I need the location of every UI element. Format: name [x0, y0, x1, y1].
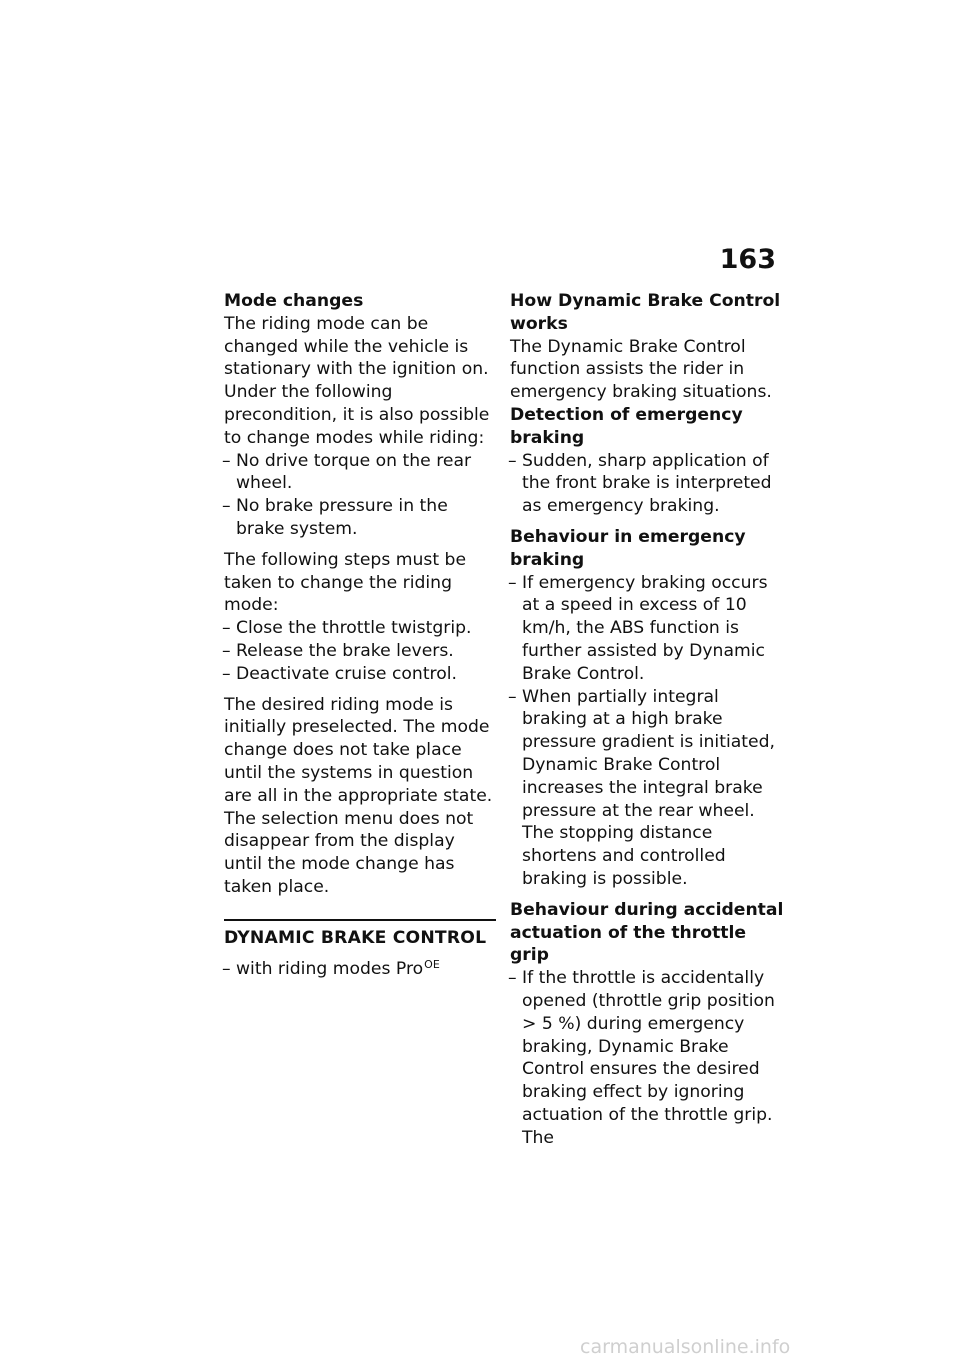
behaviour-heading: Behaviour in emergency braking: [510, 526, 746, 570]
page-number: 163: [719, 244, 776, 275]
list-item: – Close the throttle twistgrip.: [224, 617, 496, 640]
detection-heading: Detection of emergency braking: [510, 404, 743, 448]
how-heading: How Dynamic Brake Control works: [510, 291, 781, 334]
list-item: – No brake pressure in the brake system.: [224, 495, 496, 541]
riding-modes-item: [224, 958, 496, 981]
list-item: – Release the brake levers.: [224, 640, 496, 663]
preselect-paragraph: The desired riding mode is initially preselected. The mode change does not take place until the systems in question are all in the appropriate state.: [224, 694, 493, 806]
accidental-heading: Behaviour during accidental actuation of the throttle grip: [510, 899, 784, 966]
mode-changes-heading: Mode changes: [224, 291, 364, 311]
section-title: DYNAMIC BRAKE CONTROL: [224, 927, 487, 948]
steps-intro: The following steps must be taken to change the riding mode:: [224, 549, 467, 616]
selection-menu-paragraph: The selection menu does not disappear from the display until the mode change has taken place.: [224, 808, 474, 897]
list-item: – If the throttle is accidentally opened (throttle grip position > 5 %) during emergency braking, Dynamic Brake Control ensures the desired braking effect by ignoring actuation of the throttle grip. The: [510, 967, 788, 1149]
section-divider: [224, 919, 496, 950]
list-item: – Deactivate cruise control.: [224, 663, 496, 686]
list-item: – If emergency braking occurs at a speed in excess of 10 km/h, the ABS function is further assisted by Dynamic Brake Control.: [510, 572, 788, 686]
list-item: – When partially integral braking at a high brake pressure gradient is initiated, Dynamic Brake Control increases the integral brake pressure at the rear wheel. The stopping distance shortens and controlled braking is possible.: [510, 686, 788, 891]
mode-changes-paragraph: The riding mode can be changed while the vehicle is stationary with the ignition on. Under the following precondition, it is also possible to change modes while riding:: [224, 313, 490, 448]
list-item: – Sudden, sharp application of the front brake is interpreted as emergency braking.: [510, 450, 788, 518]
riding-modes-text: with riding modes Pro: [236, 958, 424, 979]
how-paragraph: The Dynamic Brake Control function assists the rider in emergency braking situations.: [510, 336, 772, 403]
right-column: [510, 290, 788, 1149]
list-item: – No drive torque on the rear wheel.: [224, 450, 496, 496]
left-column: [224, 290, 496, 980]
oe-label: OE: [424, 957, 440, 971]
footer-watermark: carmanualsonline.info: [580, 1336, 791, 1358]
